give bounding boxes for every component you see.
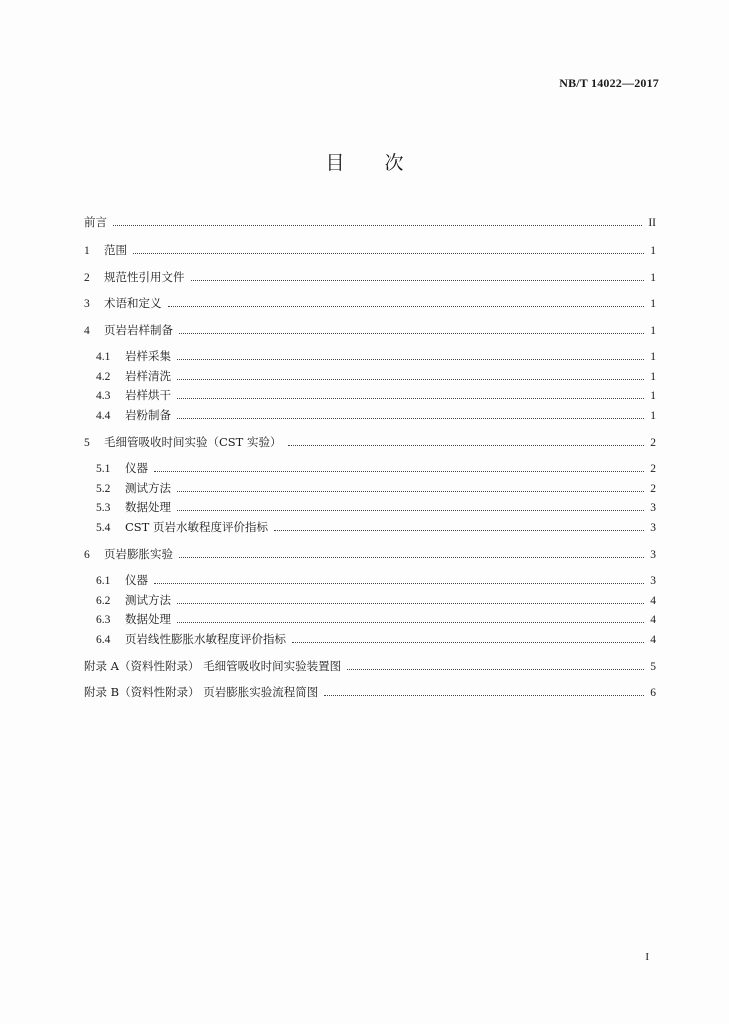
toc-entry-page: 2 [650,437,656,449]
toc-entry-label: 岩样采集 [125,349,171,363]
dot-leader [168,305,645,307]
dot-leader [177,378,644,380]
toc-entry-number: 1 [84,245,90,257]
toc-entry-page: 3 [650,575,656,587]
toc-entry-number: 4.2 [96,371,111,383]
toc-entry-page: 2 [650,483,656,495]
toc-entry-page: 1 [650,351,656,363]
toc-entry-page: 1 [650,371,656,383]
toc-entry[interactable] [84,321,656,339]
toc-entry-label: 测试方法 [125,481,171,495]
toc-entry[interactable] [96,406,656,424]
dot-leader [113,224,642,226]
toc-entry-label: 前言 [84,215,107,229]
toc-entry-label: CST 页岩水敏程度评价指标 [125,520,269,534]
dot-leader [154,470,644,472]
toc-entry-number: 3 [84,298,90,310]
toc-entry-page: 5 [650,661,656,673]
toc-entry-label: 仪器 [125,573,148,587]
toc-entry-number: 4.4 [96,410,111,422]
toc-entry[interactable] [96,367,656,385]
toc-entry-label: 规范性引用文件 [104,270,185,284]
toc-entry-number: 5 [84,437,90,449]
toc-entry-page: 3 [650,549,656,561]
toc-entry-number: 2 [84,272,90,284]
toc-entry[interactable] [84,294,656,312]
standard-number: NB/T 14022—2017 [559,76,659,90]
toc-entry-label: 岩粉制备 [125,408,171,422]
dot-leader [292,641,644,643]
toc-entry-label: 页岩岩样制备 [104,323,173,337]
dot-leader [274,529,644,531]
toc-entry-page: 3 [650,502,656,514]
toc-entry-label: 附录 A（资料性附录） 毛细管吸收时间实验装置图 [84,659,342,673]
dot-leader [154,582,644,584]
dot-leader [177,397,644,399]
toc-entry-label: 仪器 [125,461,148,475]
toc-entry-page: 1 [650,390,656,402]
toc-entry-page: 4 [650,634,656,646]
toc-entry[interactable] [84,545,656,563]
dot-leader [177,358,644,360]
dot-leader [288,444,644,446]
toc-entry[interactable] [84,683,656,701]
toc-entry[interactable] [84,268,656,286]
toc-entry-page: 1 [650,298,656,310]
toc-entry-number: 4 [84,325,90,337]
toc-entry-label: 岩样烘干 [125,388,171,402]
toc-entry-number: 6 [84,549,90,561]
toc-entry[interactable] [84,213,656,231]
toc-entry-page: 1 [650,245,656,257]
dot-leader [179,556,644,558]
toc-entry[interactable] [96,610,656,628]
toc-entry-page: 1 [650,325,656,337]
toc-entry-label: 范围 [104,243,127,257]
page-title: 目次 [325,152,444,174]
toc-entry-number: 4.1 [96,351,111,363]
page-number: I [645,951,649,963]
toc-entry-label: 附录 B（资料性附录） 页岩膨胀实验流程简图 [84,685,319,699]
toc-entry-page: 6 [650,687,656,699]
toc-entry[interactable] [84,241,656,259]
dot-leader [177,509,644,511]
toc-entry[interactable] [84,657,656,675]
toc-entry[interactable] [96,498,656,516]
toc-entry-page: II [648,217,656,229]
toc-entry-label: 页岩线性膨胀水敏程度评价指标 [125,632,286,646]
toc-entry-page: 3 [650,522,656,534]
toc-entry[interactable] [96,459,656,477]
toc-entry-page: 4 [650,595,656,607]
toc-entry-number: 5.4 [96,522,111,534]
toc-entry-number: 5.2 [96,483,111,495]
toc-entry-label: 岩样清洗 [125,369,171,383]
toc-entry-number: 4.3 [96,390,111,402]
toc-entry-label: 测试方法 [125,593,171,607]
toc-entry-number: 6.1 [96,575,111,587]
toc-entry[interactable] [96,591,656,609]
toc-entry-label: 数据处理 [125,500,171,514]
dot-leader [177,621,644,623]
dot-leader [177,602,644,604]
toc-entry-number: 6.2 [96,595,111,607]
toc-entry-label: 页岩膨胀实验 [104,547,173,561]
toc-entry-number: 5.3 [96,502,111,514]
toc-entry-number: 6.3 [96,614,111,626]
toc-entry[interactable] [96,518,656,536]
toc-entry-label: 毛细管吸收时间实验（CST 实验） [104,435,282,449]
toc-entry-label: 数据处理 [125,612,171,626]
toc-entry[interactable] [96,386,656,404]
toc-entry-page: 1 [650,410,656,422]
toc-entry[interactable] [96,479,656,497]
toc-entry-number: 5.1 [96,463,111,475]
toc-entry[interactable] [96,571,656,589]
dot-leader [133,252,644,254]
dot-leader [177,490,644,492]
dot-leader [191,279,645,281]
toc-entry-page: 1 [650,272,656,284]
dot-leader [177,417,644,419]
toc-entry[interactable] [96,347,656,365]
toc-entry-page: 2 [650,463,656,475]
toc-entry-label: 术语和定义 [104,296,162,310]
toc-entry-number: 6.4 [96,634,111,646]
toc-entry[interactable] [96,630,656,648]
dot-leader [324,694,644,696]
dot-leader [179,332,644,334]
dot-leader [347,668,644,670]
toc-entry-page: 4 [650,614,656,626]
toc-entry[interactable] [84,433,656,451]
